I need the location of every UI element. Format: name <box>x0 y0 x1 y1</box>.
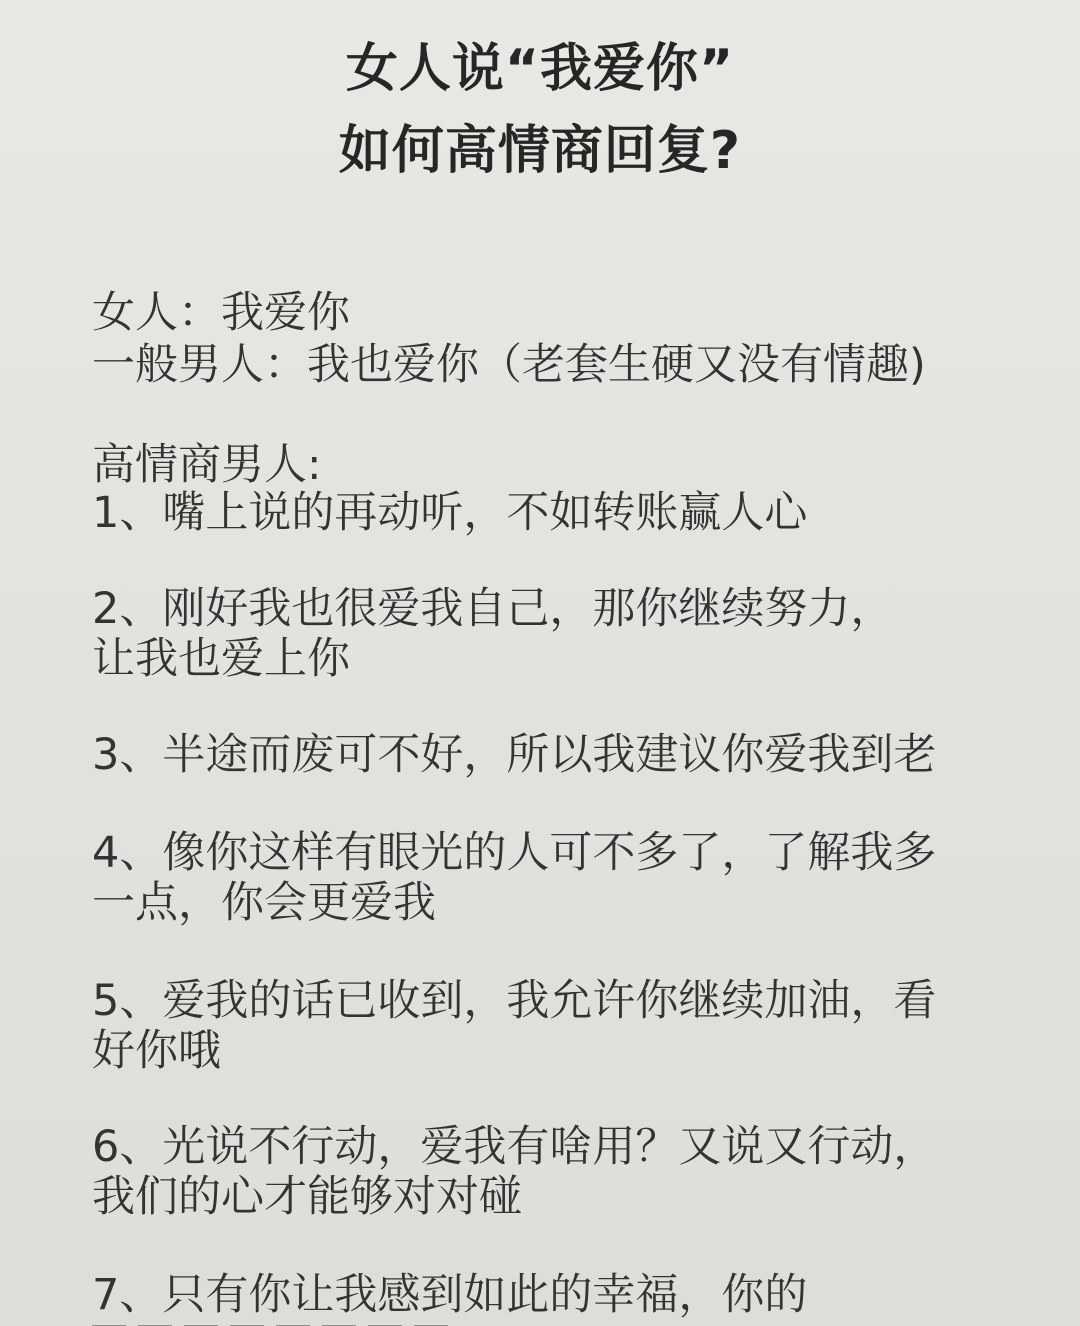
title-line-1: 女人说“我爱你” <box>345 39 735 99</box>
reply-item-2-line-2: 让我也爱上你 <box>92 634 350 684</box>
reply-item-7-line-1: 7、只有你让我感到如此的幸福，你的 <box>92 1270 808 1320</box>
reply-item-3: 3、半途而废可不好，所以我建议你爱我到老 <box>92 730 937 780</box>
reply-item-2-line-1: 2、刚好我也很爱我自己，那你继续努力， <box>92 584 894 634</box>
cut-off-text-line <box>92 1316 472 1326</box>
woman-line: 女人：我爱你 <box>92 288 350 338</box>
reply-item-4-line-2: 一点，你会更爱我 <box>92 878 436 928</box>
reply-item-5-line-1: 5、爱我的话已收到，我允许你继续加油，看 <box>92 976 937 1026</box>
reply-item-1: 1、嘴上说的再动听，不如转账赢人心 <box>92 488 808 538</box>
title-line-2: 如何高情商回复? <box>338 121 742 181</box>
high-eq-heading: 高情商男人: <box>92 440 322 490</box>
reply-item-4-line-1: 4、像你这样有眼光的人可不多了，了解我多 <box>92 828 937 878</box>
reply-item-6-line-2: 我们的心才能够对对碰 <box>92 1172 522 1222</box>
normal-man-line: 一般男人：我也爱你（老套生硬又没有情趣) <box>92 340 926 390</box>
reply-item-5-line-2: 好你哦 <box>92 1026 221 1076</box>
reply-item-6-line-1: 6、光说不行动，爱我有啥用？又说又行动， <box>92 1122 937 1172</box>
